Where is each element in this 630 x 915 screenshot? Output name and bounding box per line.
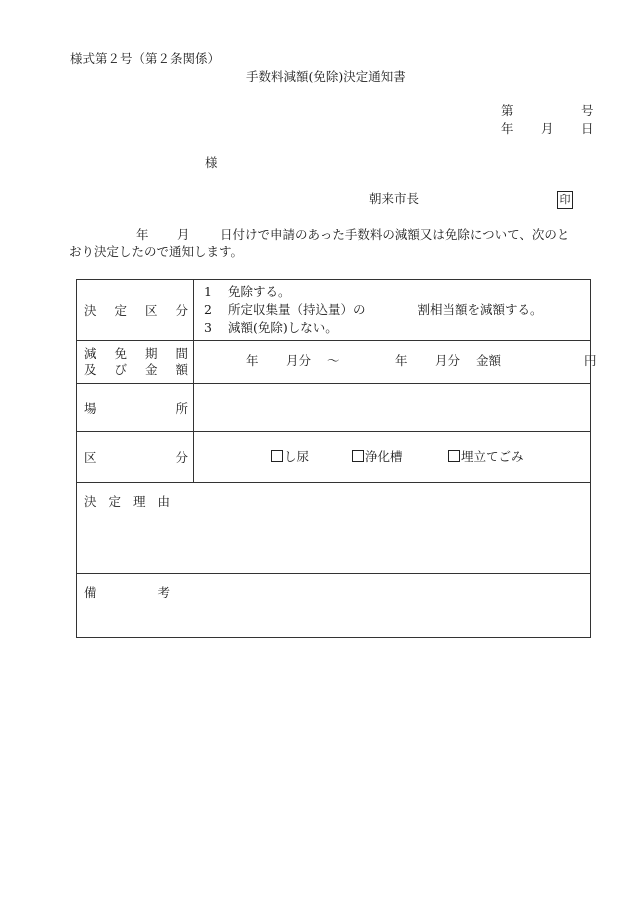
checkbox-septic-tank[interactable]: 浄化槽 xyxy=(352,450,403,464)
doc-date-day: 日 xyxy=(581,121,594,136)
decision-option-3: 3 減額(免除)しない。 xyxy=(204,320,338,335)
location-row xyxy=(77,384,591,432)
period-month-1: 月分 xyxy=(286,353,312,368)
category-row xyxy=(77,432,591,483)
category-label-cell xyxy=(77,432,194,483)
remarks-label: 備 考 xyxy=(84,585,170,600)
location-value xyxy=(194,384,591,432)
decision-category-row xyxy=(77,280,591,341)
body-text-line2: おり決定したので通知します。 xyxy=(69,244,244,259)
body-month: 月 xyxy=(177,227,190,242)
addressee-honorific: 様 xyxy=(205,155,218,170)
doc-number-suffix: 号 xyxy=(581,103,594,118)
reason-label: 決 定 理 由 xyxy=(84,494,170,509)
period-amount-label-cell xyxy=(77,341,194,384)
reason-row xyxy=(77,483,591,574)
period-tilde: ～ xyxy=(327,353,340,368)
category-options xyxy=(194,432,591,483)
checkbox-icon xyxy=(448,450,460,462)
category-label: 区 分 xyxy=(84,450,188,465)
decision-category-label-cell xyxy=(77,280,194,341)
body-text-line1: 日付けで申請のあった手数料の減額又は免除について、次のと xyxy=(220,227,570,242)
period-amount-label-line1: 減 免 期 間 xyxy=(84,346,188,361)
decision-option-1: 1 免除する。 xyxy=(204,284,291,299)
doc-number-prefix: 第 xyxy=(501,103,514,118)
form-number: 様式第２号（第２条関係） xyxy=(70,51,221,66)
period-amount-row xyxy=(77,341,591,384)
period-year-2: 年 xyxy=(395,353,408,368)
location-label: 場 所 xyxy=(84,400,188,416)
seal-mark: 印 xyxy=(557,191,573,209)
period-amount-label-line2: 及 び 金 額 xyxy=(84,362,188,377)
checkbox-night-soil[interactable]: し尿 xyxy=(271,450,309,464)
checkbox-icon xyxy=(271,450,283,462)
reason-cell xyxy=(77,483,591,574)
decision-category-options xyxy=(194,280,591,341)
decision-table xyxy=(76,279,597,638)
amount-label: 金額 xyxy=(476,353,502,368)
decision-category-label: 決 定 区 分 xyxy=(84,303,188,318)
doc-date-month: 月 xyxy=(541,121,554,136)
location-label-cell xyxy=(77,384,194,432)
doc-date-year: 年 xyxy=(501,121,514,136)
body-year: 年 xyxy=(136,227,149,242)
remarks-cell xyxy=(77,574,591,638)
decision-option-2: 2 所定収集量（持込量）の 割相当額を減額する。 xyxy=(204,302,543,317)
period-amount-cell xyxy=(194,341,597,384)
issuer-name: 朝来市長 xyxy=(369,191,420,206)
period-month-2: 月分 xyxy=(435,353,461,368)
yen-unit: 円 xyxy=(584,353,597,368)
document-title: 手数料減額(免除)決定通知書 xyxy=(246,69,406,84)
checkbox-landfill-waste[interactable]: 埋立てごみ xyxy=(448,450,524,464)
checkbox-icon xyxy=(352,450,364,462)
period-year-1: 年 xyxy=(246,353,259,368)
remarks-row xyxy=(77,574,591,638)
